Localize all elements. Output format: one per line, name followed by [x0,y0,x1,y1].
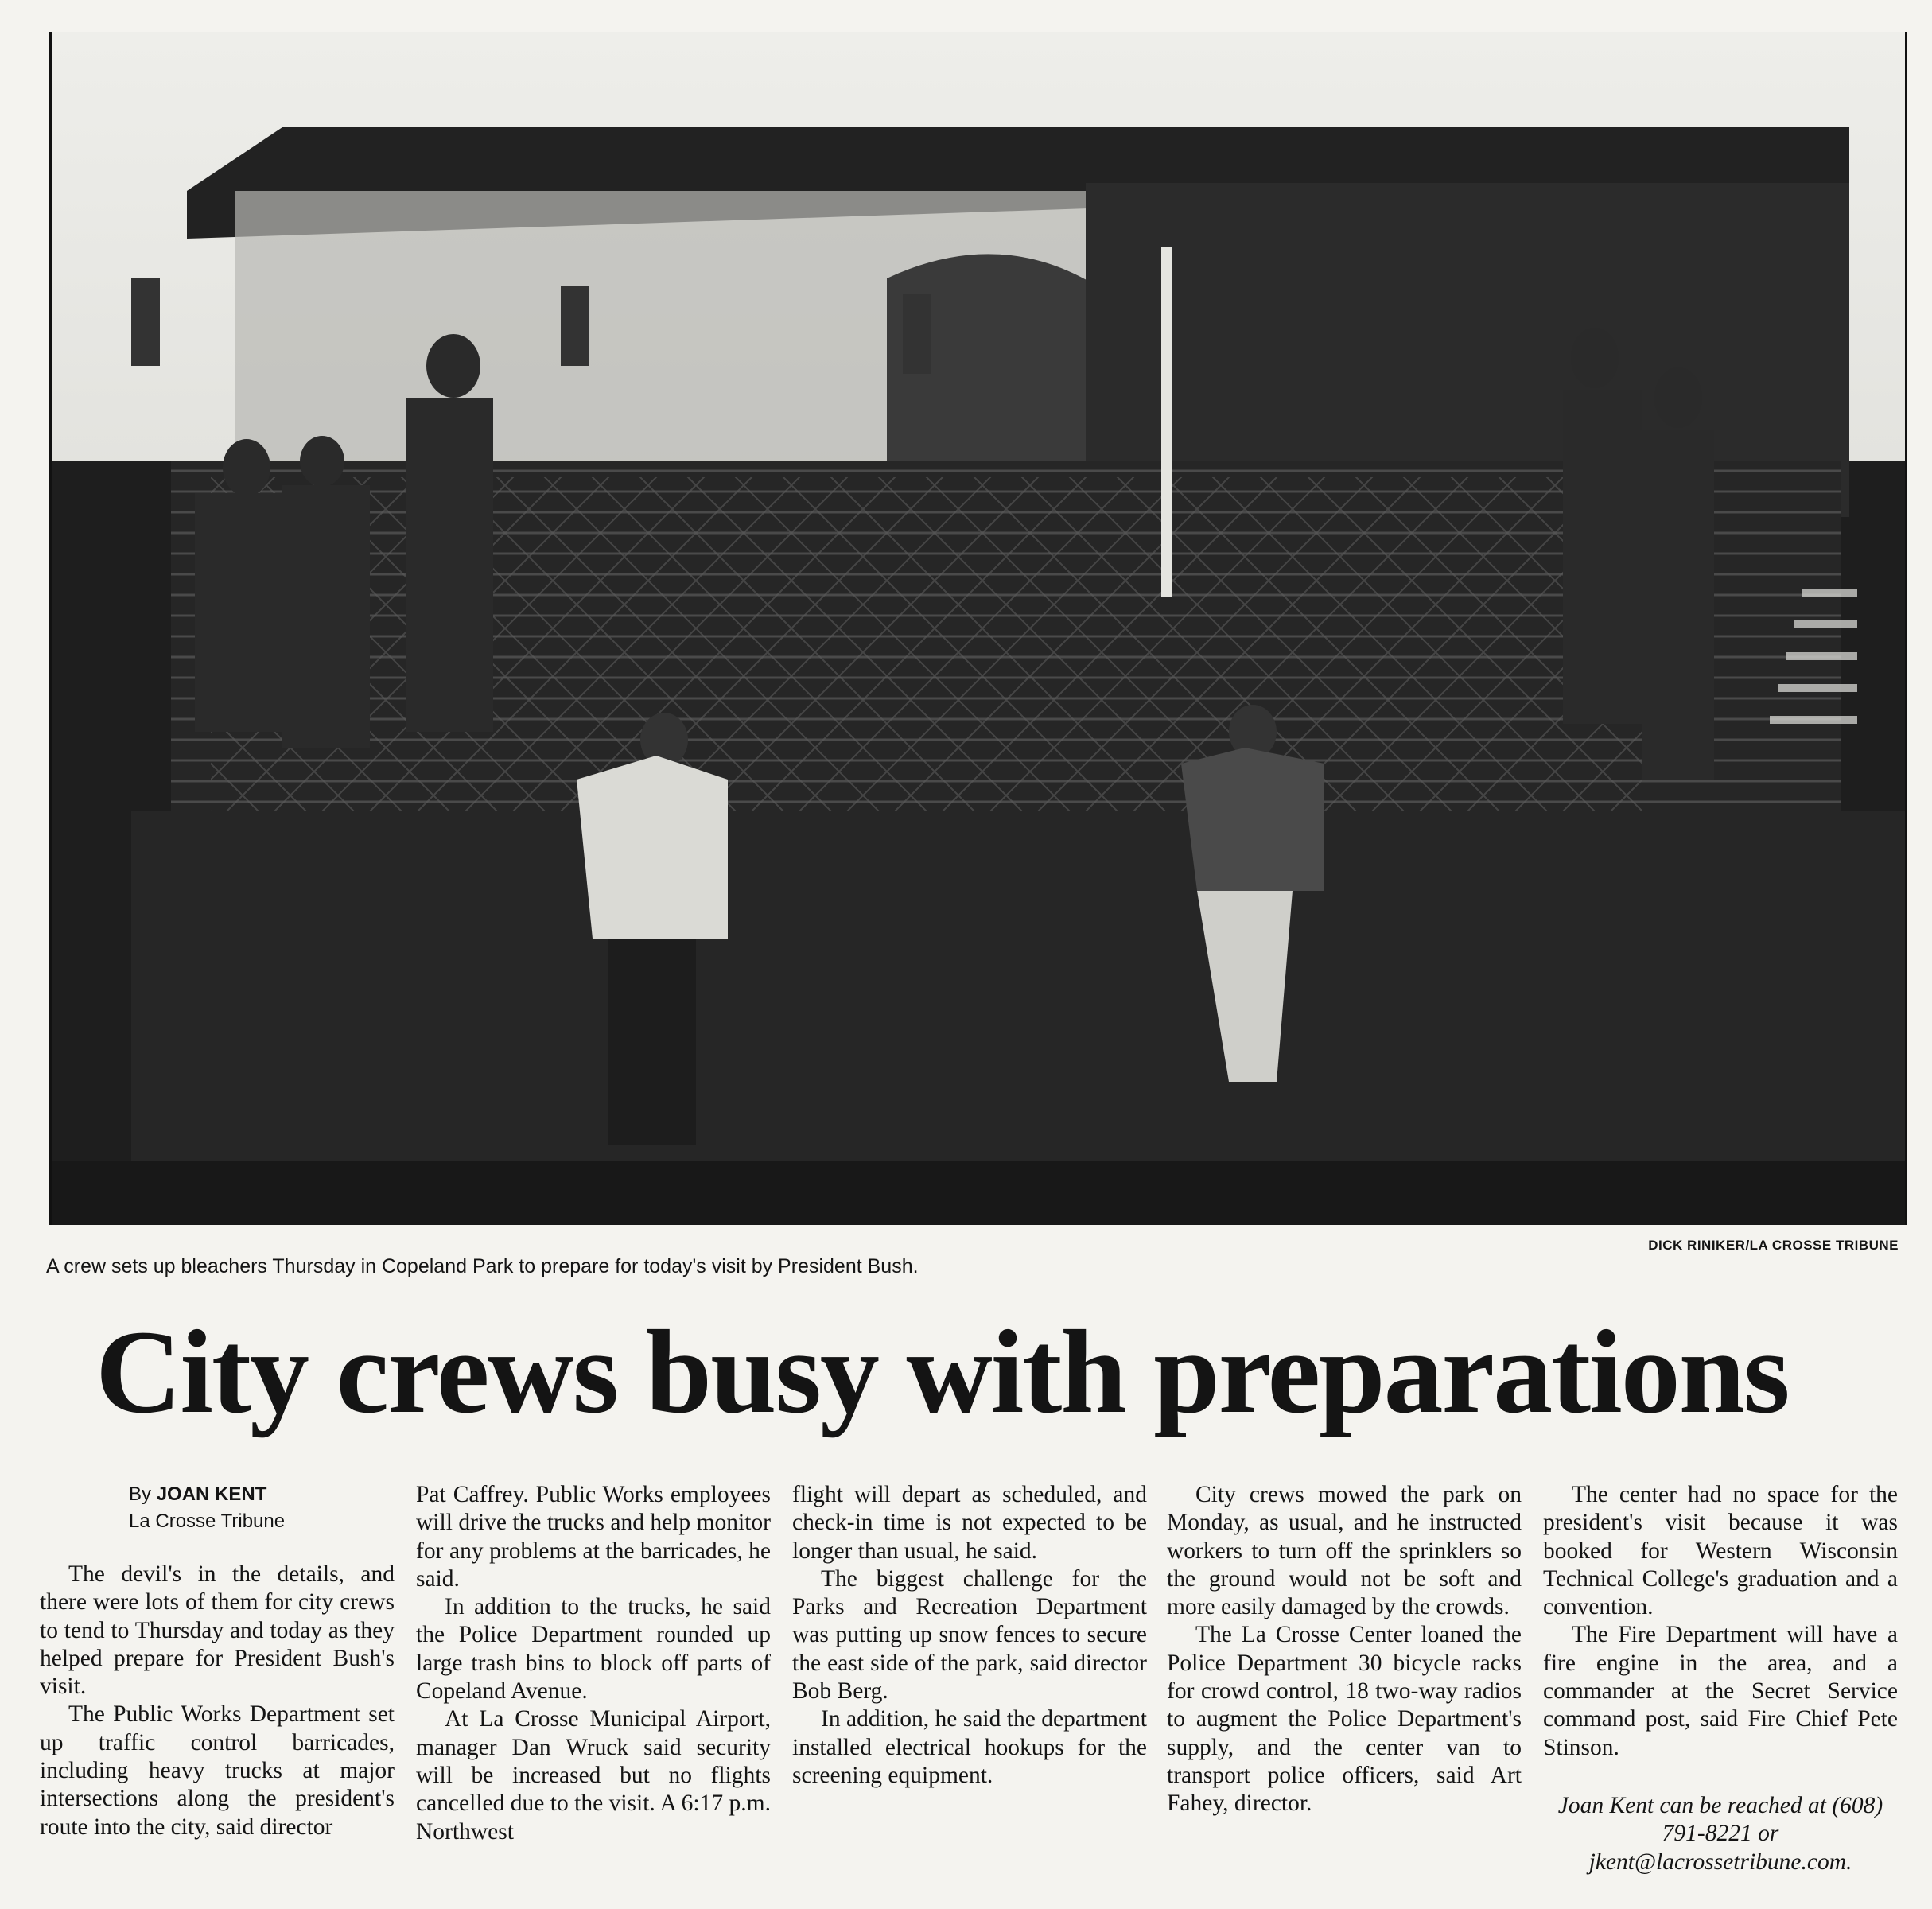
paragraph: The Public Works Department set up traffic control barricades, including heavy trucks at major intersections along the president's route into the city, said director [40,1701,395,1840]
author-contact-tagline: Joan Kent can be reached at (608) 791-8221 or jkent@lacrossetribune.com. [1557,1792,1883,1875]
paragraph: At La Crosse Municipal Airport, manager Dan Wruck said security will be increased but no flights cancelled due to the visit. A 6:17 p.m. Northwest [416,1706,771,1845]
paragraph: City crews mowed the park on Monday, as usual, and he instructed workers to turn off the sprinklers so the ground would not be soft and more easily damaged by the crowds. [1167,1482,1522,1620]
byline-prefix: By [129,1483,152,1505]
bleachers-photo-image [52,32,1905,1225]
photo-credit: DICK RINIKER/LA CROSSE TRIBUNE [1648,1238,1899,1253]
paragraph: The center had no space for the president's visit because it was booked for Western Wisconsin Technical College's graduation and a convention. [1543,1482,1898,1620]
paragraph: The devil's in the details, and there were lots of them for city crews to tend to Thursday and today as they helped prepare for President Bush's visit. [40,1561,395,1700]
article-column-5 [1543,1481,1898,1876]
paragraph: The Fire Department will have a fire engine in the area, and a commander at the Secret Service command post, said Fire Chief Pete Stinson. [1543,1622,1898,1760]
byline-author: JOAN KENT [156,1483,267,1505]
paragraph: flight will depart as scheduled, and check-in time is not expected to be longer than usual, he said. [792,1482,1147,1564]
headline: City crews busy with preparations [95,1306,1789,1438]
byline [40,1481,395,1535]
article-column-3 [792,1481,1147,1790]
news-photo [49,32,1907,1225]
paragraph: In addition, he said the department installed electrical hookups for the screening equipment. [792,1706,1147,1788]
paragraph: The La Crosse Center loaned the Police Department 30 bicycle racks for crowd control, 18 two-way radios to augment the Police Department's supply, and the center van to transport police officers, said Art Fahey, director. [1167,1622,1522,1817]
article-column-2 [416,1481,771,1846]
byline-outlet: La Crosse Tribune [129,1510,286,1532]
article-column-1 [40,1481,395,1841]
paragraph: In addition to the trucks, he said the Police Department rounded up large trash bins to block off parts of Copeland Avenue. [416,1594,771,1705]
paragraph: Pat Caffrey. Public Works employees will drive the trucks and help monitor for any problems at the barricades, he said. [416,1482,771,1592]
article-column-4 [1167,1481,1522,1818]
photo-caption: A crew sets up bleachers Thursday in Copeland Park to prepare for today's visit by President Bush. [46,1255,919,1277]
paragraph: The biggest challenge for the Parks and Recreation Department was putting up snow fences to secure the east side of the park, said director Bob Berg. [792,1565,1147,1705]
